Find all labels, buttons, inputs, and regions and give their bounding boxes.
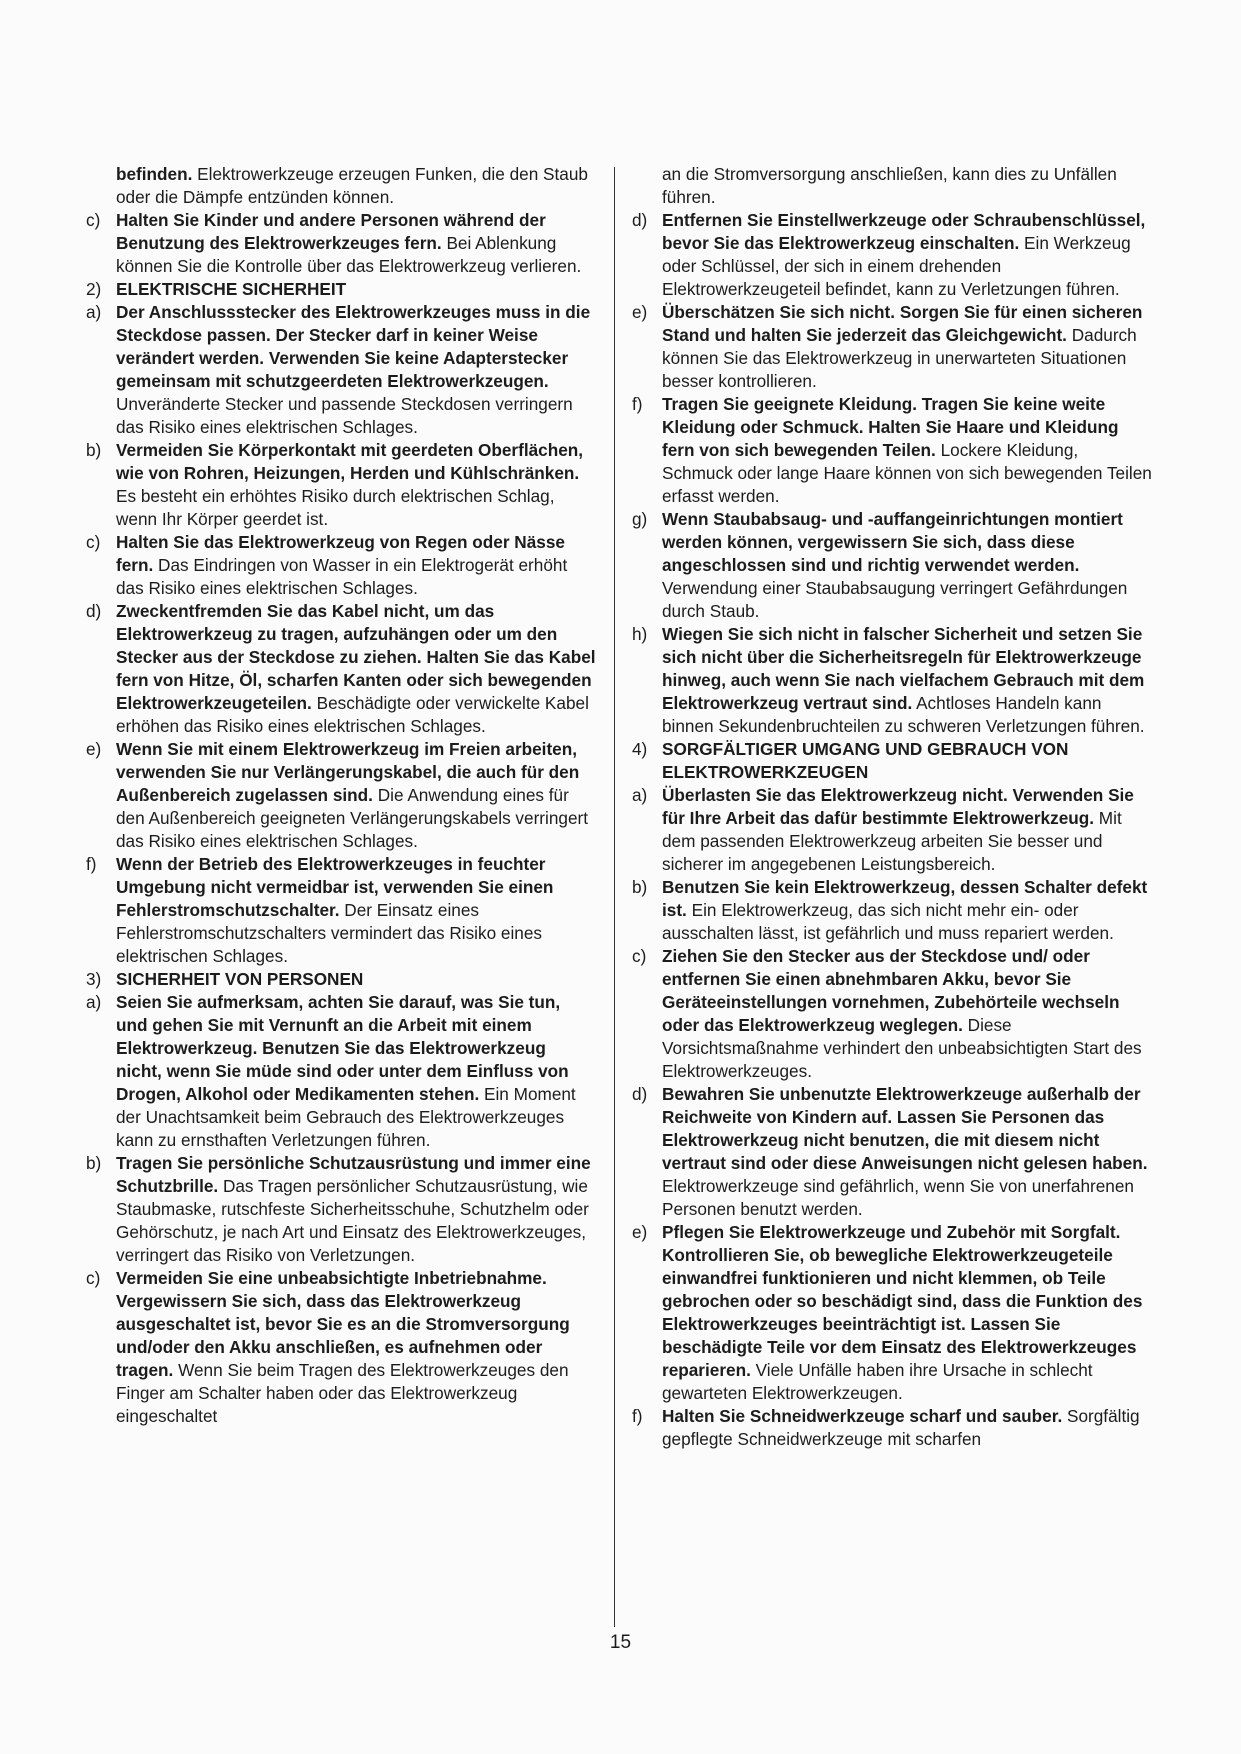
list-item	[632, 876, 1152, 945]
item-bold: Wenn der Betrieb des Elektrowerkzeuges in feuchter Umgebung nicht vermeidbar ist, verwenden Sie einen Fehlerstromschutzschalter.	[116, 854, 554, 920]
item-text: Das Tragen persönlicher Schutzausrüstung, wie Staubmaske, rutschfeste Sicherheitsschuhe, Schutzhelm oder Gehörschutz, je nach Art und Einsatz des Elektrowerkzeuges, verringert das Risiko von Verletzungen.	[116, 1176, 589, 1265]
item-bold: Bewahren Sie unbenutzte Elektrowerkzeuge außerhalb der Reichweite von Kindern auf. Lassen Sie Personen das Elektrowerkzeug nicht benutzen, die mit diesem nicht vertraut sind oder diese Anweisungen nicht gelesen haben.	[662, 1084, 1148, 1173]
list-item	[632, 945, 1152, 1083]
item-text: an die Stromversorgung anschließen, kann dies zu Unfällen führen.	[662, 164, 1117, 207]
list-item	[86, 600, 596, 738]
item-marker: c)	[86, 1268, 101, 1288]
list-item	[86, 1152, 596, 1267]
list-item	[86, 439, 596, 531]
item-text: Dadurch können Sie das Elektrowerkzeug in unerwarteten Situationen besser kontrollieren.	[662, 325, 1137, 391]
list-item	[632, 393, 1152, 508]
item-bold: Tragen Sie geeignete Kleidung. Tragen Sie keine weite Kleidung oder Schmuck. Halten Sie Haare und Kleidung fern von sich bewegenden Teilen.	[662, 394, 1119, 460]
item-bold: Wenn Sie mit einem Elektrowerkzeug im Freien arbeiten, verwenden Sie nur Verlängerungskabel, die auch für den Außenbereich zugelassen sind.	[116, 739, 580, 805]
item-text: Die Anwendung eines für den Außenbereich geeigneten Verlängerungskabels verringert das Risiko eines elektrischen Schlages.	[116, 785, 589, 851]
item-marker: c)	[86, 210, 101, 230]
item-text: Unveränderte Stecker und passende Steckdosen verringern das Risiko eines elektrischen Schlages.	[116, 394, 573, 437]
item-bold: Ziehen Sie den Stecker aus der Steckdose und/ oder entfernen Sie einen abnehmbaren Akku, bevor Sie Geräteeinstellungen vornehmen, Zubehörteile wechseln oder das Elektrowerkzeug weglegen.	[662, 946, 1120, 1035]
continued-paragraph	[86, 163, 596, 209]
item-marker: b)	[86, 440, 102, 460]
item-bold: Zweckentfremden Sie das Kabel nicht, um das Elektrowerkzeug zu tragen, aufzuhängen oder um den Stecker aus der Steckdose zu ziehen. Halten Sie das Kabel fern von Hitze, Öl, scharfen Kanten oder sich bewegenden Elektrowerkzeugeteilen.	[116, 601, 596, 713]
heading-number: 4)	[632, 739, 648, 759]
item-text: Diese Vorsichtsmaßnahme verhindert den unbeabsichtigten Start des Elektrowerkzeuges.	[662, 1015, 1142, 1081]
right-column	[632, 163, 1152, 1451]
item-bold: Tragen Sie persönliche Schutzausrüstung und immer eine Schutzbrille.	[116, 1153, 591, 1196]
item-bold: Vermeiden Sie eine unbeabsichtigte Inbetriebnahme. Vergewissern Sie sich, dass das Elektrowerkzeug ausgeschaltet ist, bevor Sie es an die Stromversorgung und/oder den Akku anschließen, es aufnehmen oder tragen.	[116, 1268, 570, 1380]
item-marker: f)	[86, 854, 97, 874]
item-marker: e)	[632, 1222, 648, 1242]
item-marker: b)	[632, 877, 648, 897]
item-text: Beschädigte oder verwickelte Kabel erhöhen das Risiko eines elektrischen Schlages.	[116, 693, 589, 736]
list-item	[86, 853, 596, 968]
item-text: Das Eindringen von Wasser in ein Elektrogerät erhöht das Risiko eines elektrischen Schlages.	[116, 555, 568, 598]
item-text: Bei Ablenkung können Sie die Kontrolle über das Elektrowerkzeug verlieren.	[116, 233, 582, 276]
list-item	[632, 1083, 1152, 1221]
item-marker: e)	[86, 739, 102, 759]
item-bold: Halten Sie Kinder und andere Personen während der Benutzung des Elektrowerkzeuges fern.	[116, 210, 546, 253]
item-bold: Pflegen Sie Elektrowerkzeuge und Zubehör mit Sorgfalt. Kontrollieren Sie, ob bewegliche Elektrowerkzeugeteile einwandfrei funktionieren und nicht klemmen, ob Teile gebrochen oder so beschädigt sind, dass die Funktion des Elektrowerkzeuges beeinträchtigt ist. Lassen Sie beschädigte Teile vor dem Einsatz des Elektrowerkzeuges reparieren.	[662, 1222, 1143, 1380]
continued-paragraph	[632, 163, 1152, 209]
list-item	[86, 301, 596, 439]
list-item	[632, 784, 1152, 876]
item-marker: b)	[86, 1153, 102, 1173]
list-item	[632, 209, 1152, 301]
item-bold: Überschätzen Sie sich nicht. Sorgen Sie für einen sicheren Stand und halten Sie jederzeit das Gleichgewicht.	[662, 302, 1143, 345]
list-item	[86, 209, 596, 278]
item-bold: Vermeiden Sie Körperkontakt mit geerdeten Oberflächen, wie von Rohren, Heizungen, Herden und Kühlschränken.	[116, 440, 584, 483]
item-marker: a)	[632, 785, 648, 805]
list-item	[86, 738, 596, 853]
item-marker: d)	[632, 210, 648, 230]
section-heading	[86, 968, 596, 991]
list-item	[86, 531, 596, 600]
heading-text: SICHERHEIT VON PERSONEN	[116, 969, 364, 989]
list-item	[632, 301, 1152, 393]
item-marker: h)	[632, 624, 648, 644]
item-text: Mit dem passenden Elektrowerkzeug arbeiten Sie besser und sicherer im angegebenen Leistungsbereich.	[662, 808, 1122, 874]
item-text: Achtloses Handeln kann binnen Sekundenbruchteilen zu schweren Verletzungen führen.	[662, 693, 1145, 736]
item-text: Ein Elektrowerkzeug, das sich nicht mehr ein- oder ausschalten lässt, ist gefährlich und muss repariert werden.	[662, 900, 1114, 943]
item-text: Sorgfältig gepflegte Schneidwerkzeuge mit scharfen	[662, 1406, 1140, 1449]
item-text: Elektrowerkzeuge sind gefährlich, wenn Sie von unerfahrenen Personen benutzt werden.	[662, 1176, 1134, 1219]
item-text: Lockere Kleidung, Schmuck oder lange Haare können von sich bewegenden Teilen erfasst werden.	[662, 440, 1152, 506]
item-marker: d)	[86, 601, 102, 621]
item-bold: Wiegen Sie sich nicht in falscher Sicherheit und setzen Sie sich nicht über die Sicherheitsregeln für Elektrowerkzeuge hinweg, auch wenn Sie nach vielfachem Gebrauch mit dem Elektrowerkzeug vertraut sind.	[662, 624, 1145, 713]
item-marker: e)	[632, 302, 648, 322]
list-item	[632, 1221, 1152, 1405]
heading-number: 2)	[86, 279, 102, 299]
item-marker: g)	[632, 509, 648, 529]
item-text: Es besteht ein erhöhtes Risiko durch elektrischen Schlag, wenn Ihr Körper geerdet ist.	[116, 486, 555, 529]
item-marker: a)	[86, 302, 102, 322]
item-marker: f)	[632, 1406, 643, 1426]
item-bold: befinden.	[116, 164, 193, 184]
list-item	[86, 991, 596, 1152]
item-text: Der Einsatz eines Fehlerstromschutzschalters vermindert das Risiko eines elektrischen Schlages.	[116, 900, 543, 966]
item-text: Viele Unfälle haben ihre Ursache in schlecht gewarteten Elektrowerkzeugen.	[662, 1360, 1093, 1403]
item-marker: c)	[86, 532, 101, 552]
list-item	[632, 623, 1152, 738]
item-bold: Überlasten Sie das Elektrowerkzeug nicht. Verwenden Sie für Ihre Arbeit das dafür bestimmte Elektrowerkzeug.	[662, 785, 1134, 828]
heading-text: SORGFÄLTIGER UMGANG UND GEBRAUCH VON ELEKTROWERKZEUGEN	[662, 739, 1069, 782]
item-text: Verwendung einer Staubabsaugung verringert Gefährdungen durch Staub.	[662, 578, 1128, 621]
item-marker: c)	[632, 946, 647, 966]
heading-number: 3)	[86, 969, 102, 989]
item-marker: f)	[632, 394, 643, 414]
heading-text: ELEKTRISCHE SICHERHEIT	[116, 279, 347, 299]
item-bold: Wenn Staubabsaug- und -auffangeinrichtungen montiert werden können, vergewissern Sie sich, dass diese angeschlossen sind und richtig verwendet werden.	[662, 509, 1123, 575]
page-number: 15	[609, 1632, 632, 1653]
left-column	[86, 163, 596, 1428]
item-bold: Benutzen Sie kein Elektrowerkzeug, dessen Schalter defekt ist.	[662, 877, 1148, 920]
item-marker: d)	[632, 1084, 648, 1104]
item-text: Ein Werkzeug oder Schlüssel, der sich in einem drehenden Elektrowerkzeugeteil befindet, kann zu Verletzungen führen.	[662, 233, 1131, 299]
list-item	[86, 1267, 596, 1428]
item-bold: Seien Sie aufmerksam, achten Sie darauf, was Sie tun, und gehen Sie mit Vernunft an die Arbeit mit einem Elektrowerkzeug. Benutzen Sie das Elektrowerkzeug nicht, wenn Sie müde sind oder unter dem Einfluss von Drogen, Alkohol oder Medikamenten stehen.	[116, 992, 569, 1104]
section-heading	[632, 738, 1152, 784]
item-marker: a)	[86, 992, 102, 1012]
item-text: Elektrowerkzeuge erzeugen Funken, die den Staub oder die Dämpfe entzünden können.	[116, 164, 588, 207]
list-item	[632, 508, 1152, 623]
section-heading	[86, 278, 596, 301]
item-text: Ein Moment der Unachtsamkeit beim Gebrauch des Elektrowerkzeuges kann zu ernsthaften Verletzungen führen.	[116, 1084, 576, 1150]
item-bold: Entfernen Sie Einstellwerkzeuge oder Schraubenschlüssel, bevor Sie das Elektrowerkzeug einschalten.	[662, 210, 1146, 253]
column-divider	[614, 167, 615, 1627]
item-text: Wenn Sie beim Tragen des Elektrowerkzeuges den Finger am Schalter haben oder das Elektrowerkzeug eingeschaltet	[116, 1360, 569, 1426]
item-bold: Halten Sie Schneidwerkzeuge scharf und sauber.	[662, 1406, 1063, 1426]
list-item	[632, 1405, 1152, 1451]
item-bold: Halten Sie das Elektrowerkzeug von Regen oder Nässe fern.	[116, 532, 565, 575]
item-bold: Der Anschlussstecker des Elektrowerkzeuges muss in die Steckdose passen. Der Stecker darf in keiner Weise verändert werden. Verwenden Sie keine Adapterstecker gemeinsam mit schutzgeerdeten Elektrowerkzeugen.	[116, 302, 591, 391]
